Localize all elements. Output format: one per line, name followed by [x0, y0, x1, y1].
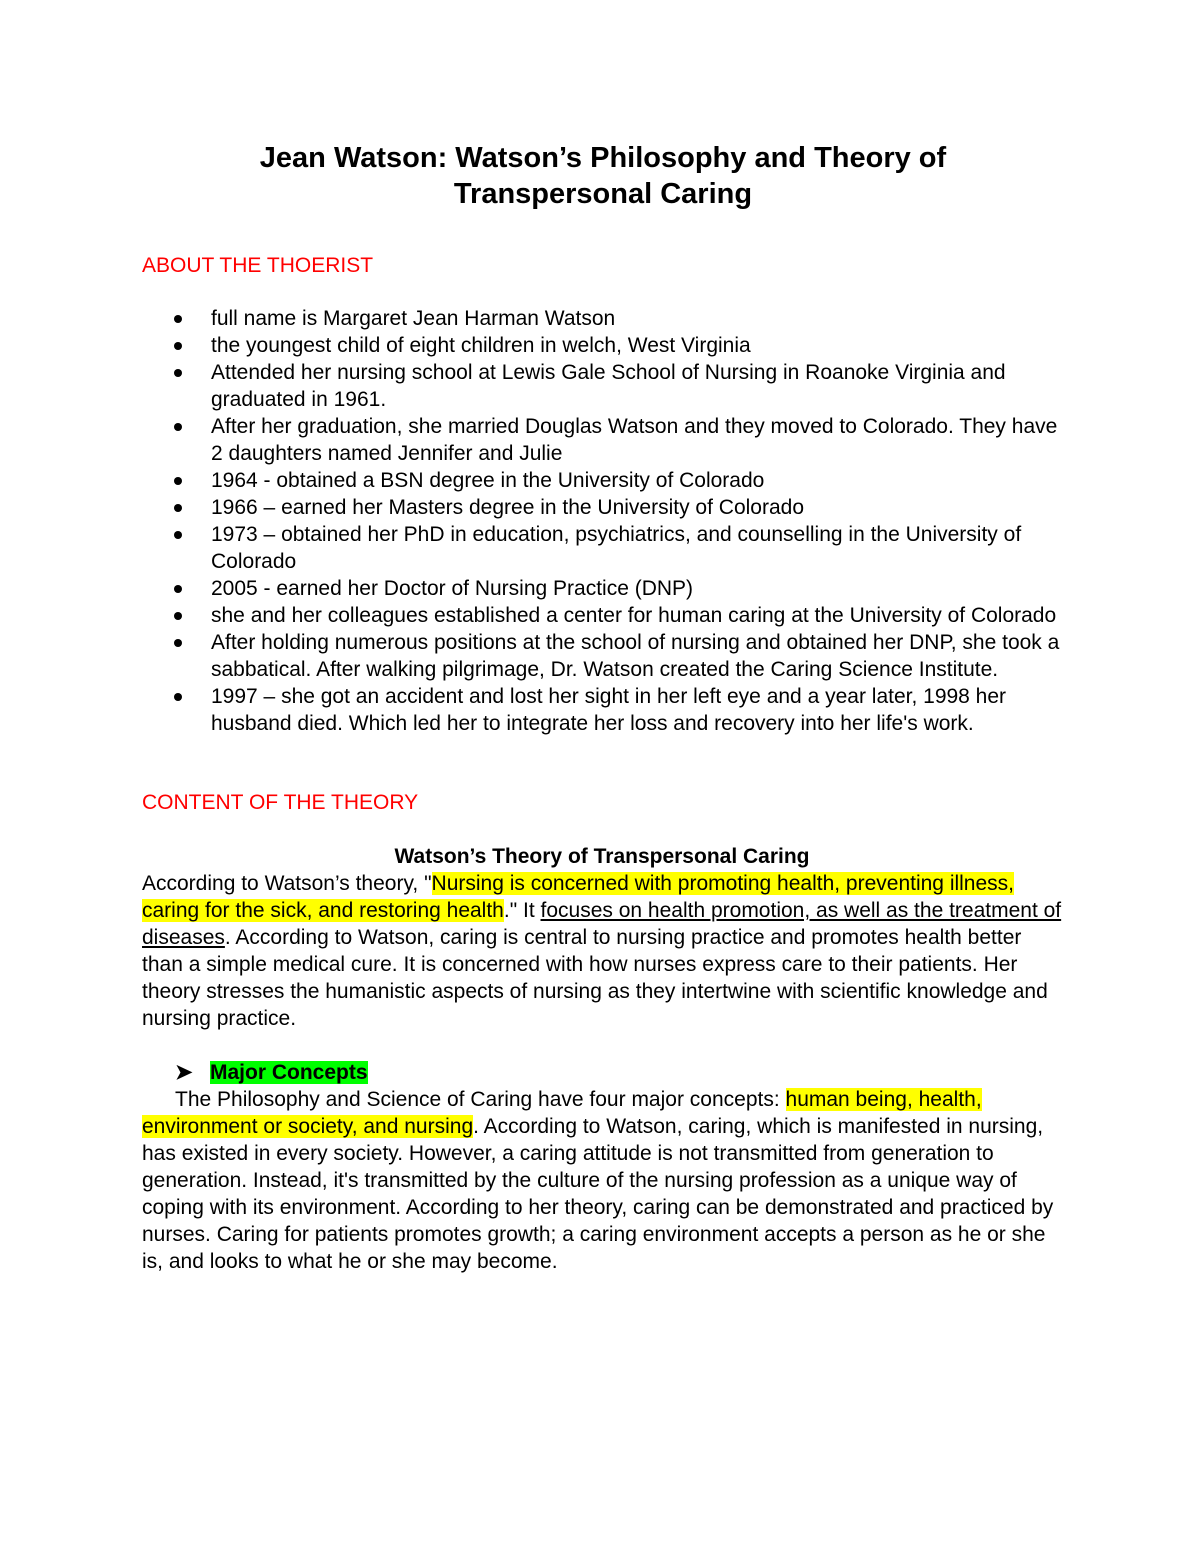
list-item: she and her colleagues established a center for human caring at the University of Colorado — [142, 602, 1062, 629]
bullet-icon — [174, 315, 182, 323]
list-item: After holding numerous positions at the school of nursing and obtained her DNP, she took a sabbatical. After walking pilgrimage, Dr. Watson created the Caring Science Institute. — [142, 629, 1062, 683]
list-item: the youngest child of eight children in welch, West Virginia — [142, 332, 1062, 359]
about-theorist-heading: ABOUT THE THOERIST — [142, 254, 374, 277]
major-concepts-heading — [142, 1059, 1062, 1086]
bullet-icon — [174, 639, 182, 647]
bullet-icon — [174, 477, 182, 485]
bullet-icon — [174, 504, 182, 512]
concepts-paragraph: The Philosophy and Science of Caring have four major concepts: human being, health, environment or society, and nursing. According to Watson, caring, which is manifested in nursing, has existed in every society. However, a caring attitude is not transmitted from generation to generation. Instead, it's transmitted by the culture of the nursing profession as a unique way of coping with its environment. According to her theory, caring can be demonstrated and practiced by nurses. Caring for patients promotes growth; a caring environment accepts a person as he or she is, and looks to what he or she may become. — [142, 1088, 1054, 1273]
list-item: 1997 – she got an accident and lost her sight in her left eye and a year later, 1998 her husband died. Which led her to integrate her loss and recovery into her life's work. — [142, 683, 1062, 737]
underlined-text: focuses on health promotion, as well as the treatment of diseases — [142, 899, 1062, 949]
highlighted-text: Nursing is concerned with promoting health, preventing illness, caring for the sick, and restoring health — [142, 872, 1015, 922]
about-bullet-list — [142, 305, 1062, 737]
highlighted-text: human being, health, environment or society, and nursing — [142, 1088, 982, 1138]
list-item: 1973 – obtained her PhD in education, psychiatrics, and counselling in the University of Colorado — [142, 521, 1062, 575]
arrow-bullet-icon: ➤ — [175, 1061, 193, 1084]
list-item: full name is Margaret Jean Harman Watson — [142, 305, 1062, 332]
list-item: 1966 – earned her Masters degree in the University of Colorado — [142, 494, 1062, 521]
bullet-icon — [174, 585, 182, 593]
title-line-2: Transpersonal Caring — [453, 178, 753, 210]
theory-subtitle: Watson’s Theory of Transpersonal Caring — [394, 845, 810, 868]
bullet-icon — [174, 423, 182, 431]
bullet-icon — [174, 693, 182, 701]
document-title — [142, 140, 1062, 212]
theory-paragraph: According to Watson’s theory, "Nursing is concerned with promoting health, preventing illness, caring for the sick, and restoring health." It focuses on health promotion, as well as the treatment of diseases. According to Watson, caring is central to nursing practice and promotes health better than a simple medical cure. It is concerned with how nurses express care to their patients. Her theory stresses the humanistic aspects of nursing as they intertwine with scientific knowledge and nursing practice. — [142, 872, 1062, 1030]
title-line-1: Jean Watson: Watson’s Philosophy and Theory of — [259, 142, 947, 174]
bullet-icon — [174, 531, 182, 539]
list-item: 1964 - obtained a BSN degree in the University of Colorado — [142, 467, 1062, 494]
bullet-icon — [174, 342, 182, 350]
list-item: Attended her nursing school at Lewis Gale School of Nursing in Roanoke Virginia and graduated in 1961. — [142, 359, 1062, 413]
content-of-theory-heading: CONTENT OF THE THEORY — [142, 791, 419, 814]
major-concepts-label: Major Concepts — [210, 1061, 368, 1084]
document-page — [142, 140, 1062, 1275]
bullet-icon — [174, 612, 182, 620]
list-item: After her graduation, she married Douglas Watson and they moved to Colorado. They have 2 daughters named Jennifer and Julie — [142, 413, 1062, 467]
list-item: 2005 - earned her Doctor of Nursing Practice (DNP) — [142, 575, 1062, 602]
bullet-icon — [174, 369, 182, 377]
